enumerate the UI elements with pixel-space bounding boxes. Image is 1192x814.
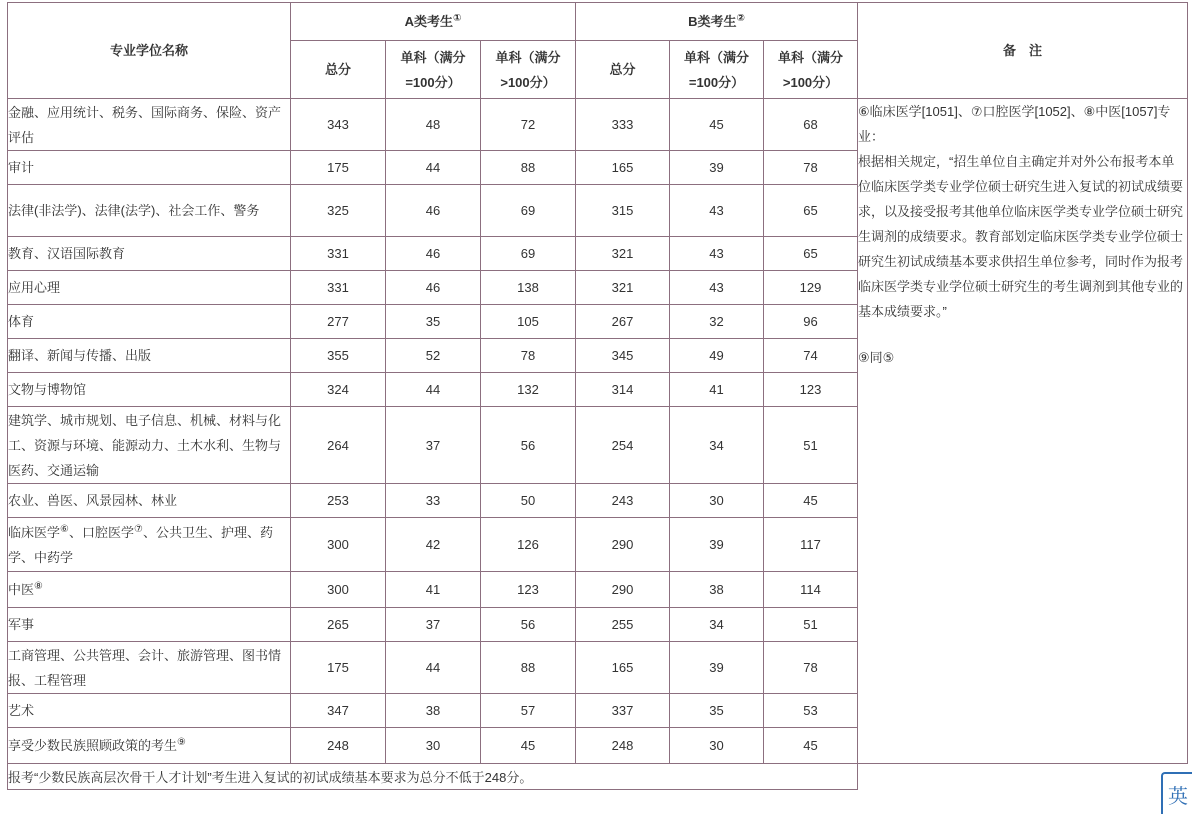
a-single-gt100: 123	[481, 572, 576, 608]
a-single-gt100: 57	[481, 694, 576, 728]
a-single-100: 46	[386, 271, 481, 305]
b-single-gt100: 53	[764, 694, 858, 728]
a-single-gt100: 72	[481, 99, 576, 151]
a-total: 277	[291, 305, 386, 339]
row-name: 金融、应用统计、税务、国际商务、保险、资产评估	[8, 99, 291, 151]
b-single-100: 39	[670, 151, 764, 185]
header-group-b: B类考生②	[576, 3, 858, 41]
b-total: 165	[576, 642, 670, 694]
a-single-100: 35	[386, 305, 481, 339]
b-single-100: 45	[670, 99, 764, 151]
row-name: 文物与博物馆	[8, 373, 291, 407]
footnote-row	[8, 764, 1188, 790]
header-a-single-100: 单科（满分 =100分）	[386, 41, 481, 99]
a-single-100: 44	[386, 642, 481, 694]
footnote: 报考“少数民族高层次骨干人才计划”考生进入复试的初试成绩基本要求为总分不低于248分。	[8, 764, 858, 790]
row-name: 体育	[8, 305, 291, 339]
row-name: 艺术	[8, 694, 291, 728]
a-single-100: 41	[386, 572, 481, 608]
a-total: 331	[291, 237, 386, 271]
header-group-a: A类考生①	[291, 3, 576, 41]
a-single-gt100: 56	[481, 407, 576, 484]
row-name: 应用心理	[8, 271, 291, 305]
a-single-100: 37	[386, 608, 481, 642]
a-single-100: 33	[386, 484, 481, 518]
header-a-single-gt100: 单科（满分 >100分）	[481, 41, 576, 99]
b-total: 290	[576, 572, 670, 608]
a-single-100: 48	[386, 99, 481, 151]
b-single-gt100: 45	[764, 484, 858, 518]
row-name: 教育、汉语国际教育	[8, 237, 291, 271]
row-name: 农业、兽医、风景园林、林业	[8, 484, 291, 518]
b-single-100: 38	[670, 572, 764, 608]
b-single-100: 39	[670, 642, 764, 694]
remark-cell	[858, 99, 1188, 764]
b-total: 333	[576, 99, 670, 151]
b-single-gt100: 117	[764, 518, 858, 572]
b-single-100: 43	[670, 271, 764, 305]
remark-body: 根据相关规定，“招生单位自主确定并对外公布报考本单位临床医学类专业学位硕士研究生进入复试的初试成绩要求，以及接受报考其他单位临床医学类专业学位硕士研究生调剂的成绩要求。教育部划定临床医学类专业学位硕士研究生初试成绩基本要求供招生单位参考，同时作为报考临床医学类专业学位硕士研究生的考生调剂到其他专业的基本成绩要求。”	[858, 154, 1184, 319]
b-single-gt100: 129	[764, 271, 858, 305]
b-single-gt100: 45	[764, 728, 858, 764]
b-total: 243	[576, 484, 670, 518]
b-total: 255	[576, 608, 670, 642]
b-total: 248	[576, 728, 670, 764]
a-total: 331	[291, 271, 386, 305]
a-single-100: 46	[386, 185, 481, 237]
a-single-gt100: 50	[481, 484, 576, 518]
row-name: 享受少数民族照顾政策的考生⑨	[8, 728, 291, 764]
b-single-100: 30	[670, 484, 764, 518]
row-name: 翻译、新闻与传播、出版	[8, 339, 291, 373]
row-name: 临床医学⑥、口腔医学⑦、公共卫生、护理、药学、中药学	[8, 518, 291, 572]
a-total: 355	[291, 339, 386, 373]
a-single-gt100: 132	[481, 373, 576, 407]
a-single-gt100: 88	[481, 151, 576, 185]
b-total: 337	[576, 694, 670, 728]
a-single-gt100: 78	[481, 339, 576, 373]
a-single-gt100: 105	[481, 305, 576, 339]
a-total: 347	[291, 694, 386, 728]
row-name: 法律(非法学)、法律(法学)、社会工作、警务	[8, 185, 291, 237]
header-b-total: 总分	[576, 41, 670, 99]
b-total: 314	[576, 373, 670, 407]
a-single-gt100: 126	[481, 518, 576, 572]
b-single-gt100: 51	[764, 608, 858, 642]
a-single-gt100: 69	[481, 237, 576, 271]
header-a-total: 总分	[291, 41, 386, 99]
header-remark: 备 注	[858, 3, 1188, 99]
a-single-100: 52	[386, 339, 481, 373]
a-single-gt100: 56	[481, 608, 576, 642]
b-total: 321	[576, 237, 670, 271]
a-total: 175	[291, 151, 386, 185]
a-total: 343	[291, 99, 386, 151]
a-total: 265	[291, 608, 386, 642]
row-name: 军事	[8, 608, 291, 642]
b-single-gt100: 123	[764, 373, 858, 407]
remark-intro: ⑥临床医学[1051]、⑦口腔医学[1052]、⑧中医[1057]专业：	[858, 104, 1171, 144]
a-single-100: 30	[386, 728, 481, 764]
language-toggle-button[interactable]: 英	[1161, 772, 1192, 814]
b-total: 290	[576, 518, 670, 572]
b-single-100: 32	[670, 305, 764, 339]
a-total: 300	[291, 518, 386, 572]
b-single-gt100: 78	[764, 642, 858, 694]
b-single-gt100: 96	[764, 305, 858, 339]
b-single-100: 34	[670, 608, 764, 642]
remark-note9: ⑨同⑤	[858, 350, 895, 365]
row-name: 建筑学、城市规划、电子信息、机械、材料与化工、资源与环境、能源动力、土木水利、生物与医药、交通运输	[8, 407, 291, 484]
b-total: 345	[576, 339, 670, 373]
b-single-gt100: 74	[764, 339, 858, 373]
b-single-100: 39	[670, 518, 764, 572]
a-single-100: 37	[386, 407, 481, 484]
b-single-100: 41	[670, 373, 764, 407]
a-single-100: 38	[386, 694, 481, 728]
header-name-col: 专业学位名称	[8, 3, 291, 99]
a-single-gt100: 88	[481, 642, 576, 694]
b-total: 321	[576, 271, 670, 305]
a-total: 248	[291, 728, 386, 764]
b-single-gt100: 68	[764, 99, 858, 151]
a-single-gt100: 138	[481, 271, 576, 305]
b-single-100: 43	[670, 237, 764, 271]
b-single-100: 43	[670, 185, 764, 237]
a-total: 253	[291, 484, 386, 518]
b-single-100: 30	[670, 728, 764, 764]
row-name: 工商管理、公共管理、会计、旅游管理、图书情报、工程管理	[8, 642, 291, 694]
row-name: 审计	[8, 151, 291, 185]
a-single-100: 46	[386, 237, 481, 271]
b-single-100: 49	[670, 339, 764, 373]
a-total: 300	[291, 572, 386, 608]
b-single-gt100: 114	[764, 572, 858, 608]
b-single-100: 35	[670, 694, 764, 728]
score-table	[7, 2, 1188, 790]
table-row	[8, 99, 1188, 151]
row-name: 中医⑧	[8, 572, 291, 608]
a-single-gt100: 69	[481, 185, 576, 237]
a-single-100: 44	[386, 151, 481, 185]
a-total: 325	[291, 185, 386, 237]
a-total: 324	[291, 373, 386, 407]
header-b-single-100: 单科（满分 =100分）	[670, 41, 764, 99]
b-single-gt100: 51	[764, 407, 858, 484]
header-b-single-gt100: 单科（满分 >100分）	[764, 41, 858, 99]
b-single-gt100: 65	[764, 185, 858, 237]
b-total: 267	[576, 305, 670, 339]
b-total: 254	[576, 407, 670, 484]
a-total: 264	[291, 407, 386, 484]
a-single-100: 44	[386, 373, 481, 407]
b-total: 165	[576, 151, 670, 185]
b-total: 315	[576, 185, 670, 237]
b-single-gt100: 65	[764, 237, 858, 271]
b-single-100: 34	[670, 407, 764, 484]
a-single-100: 42	[386, 518, 481, 572]
b-single-gt100: 78	[764, 151, 858, 185]
a-total: 175	[291, 642, 386, 694]
a-single-gt100: 45	[481, 728, 576, 764]
